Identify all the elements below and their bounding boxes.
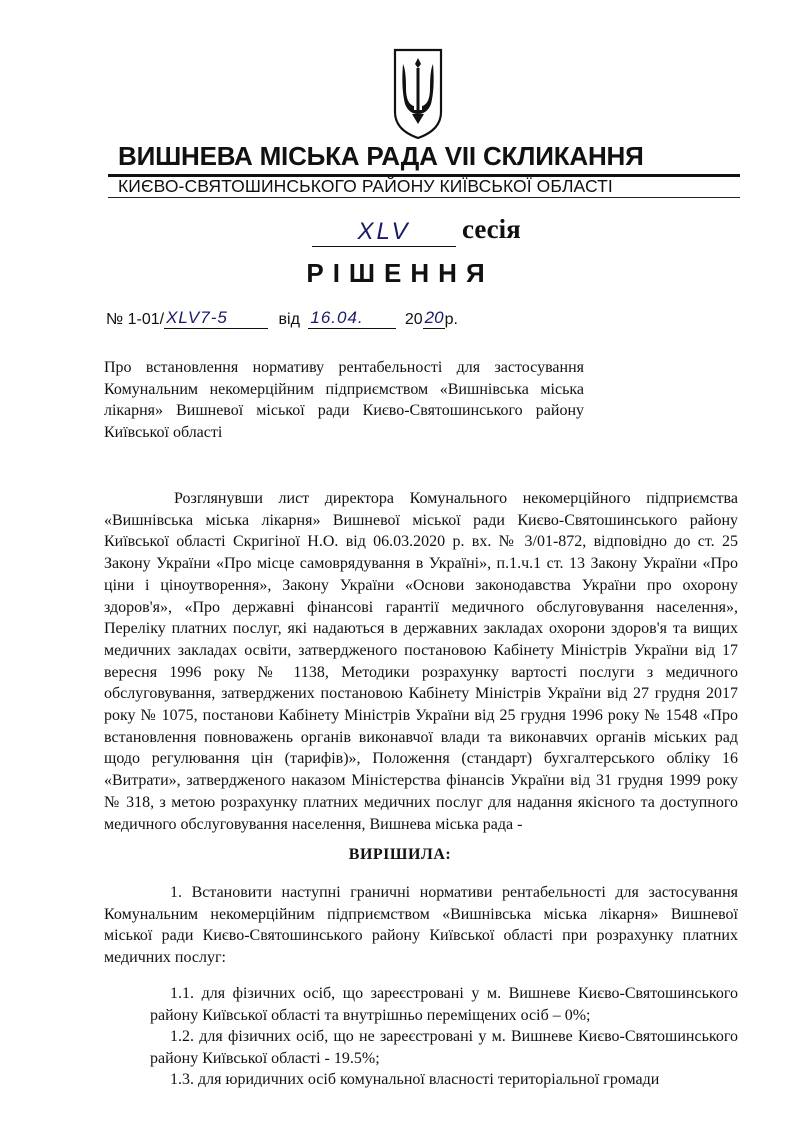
decision-number-line <box>106 308 458 330</box>
session-label: сесія <box>462 214 521 244</box>
list-item: 1.1. для фізичних осіб, що зареєстровані у м. Вишневе Києво-Святошинського району Київської області та внутрішньо переміщених осіб – 0%; <box>150 985 738 1024</box>
council-title: ВИШНЕВА МІСЬКА РАДА VII СКЛИКАННЯ <box>118 141 644 171</box>
header-underline <box>108 197 740 198</box>
year-suffix: 20 <box>424 308 444 327</box>
year-end: р. <box>444 311 458 328</box>
list-item: 1.2. для фізичних осіб, що не зареєстровані у м. Вишневе Києво-Святошинського району Київської області - 19.5%; <box>150 1028 738 1067</box>
date-label: від <box>278 311 300 328</box>
trident-coat-of-arms-icon <box>392 48 444 140</box>
year-prefix: 20 <box>404 311 423 328</box>
preamble-paragraph: Розглянувши лист директора Комунального некомерційного підприємства «Вишнівська міська лікарня» Вишневої міської ради Києво-Святошинського району Київської області Скригіної Н.О. від 06.03.2020 р. вх. № 3/01-872, відповідно до ст. 25 Закону України «Про місце самоврядування в Україні», п.1.ч.1 ст. 13 Закону України «Про ціни і ціноутворення», Закону України «Основи законодавства України про охорону здоров'я», «Про державні фінансові гарантії медичного обслуговування населення», Переліку платних послуг, які надаються в державних закладах охорони здоров'я та вищих медичних закладах освіти, затвердженого постановою Кабінету Міністрів України від 17 вересня 1996 року № 1138, Методики розрахунку вартості послуги з медичного обслуговування, затверджених постановою Кабінету Міністрів України від 27 грудня 2017 року № 1075, постанови Кабінету Міністрів України від 25 грудня 1996 року № 1548 «Про встановлення повноважень органів виконавчої влади та виконавчих органів міських рад щодо регулювання цін (тарифів)», Положення (стандарт) бухгалтерського обліку 16 «Витрати», затвердженого наказом Міністерства фінансів України від 31 грудня 1999 року № 318, з метою розрахунку платних медичних послуг для надання якісного та доступного медичного обслуговування населення, Вишнева міська рада - <box>104 490 738 833</box>
decision-number: XLV7-5 <box>164 308 268 329</box>
list-item: 1.3. для юридичних осіб комунальної власності територіальної громади <box>170 1071 660 1088</box>
number-prefix: № 1-01/ <box>106 311 165 328</box>
session-number: XLV <box>312 218 456 247</box>
district-subtitle: КИЄВО-СВЯТОШИНСЬКОГО РАЙОНУ КИЇВСЬКОЇ ОБЛАСТІ <box>118 176 613 196</box>
decision-date: 16.04. <box>308 308 396 329</box>
decision-subject: Про встановлення нормативу рентабельності для застосування Комунальним некомерційним підприємством «Вишнівська міська лікарня» Вишневої міської ради Києво-Святошинського району Київської області <box>104 359 584 441</box>
document-title: РІШЕННЯ <box>306 258 494 288</box>
resolved-heading: ВИРІШИЛА: <box>348 846 452 863</box>
list-item: 1. Встановити наступні граничні нормативи рентабельності для застосування Комунальним некомерційним підприємством «Вишнівська міська лікарня» Вишневої міської ради Києво-Святошинського району Київської області при розрахунку платних медичних послуг: <box>104 884 738 966</box>
